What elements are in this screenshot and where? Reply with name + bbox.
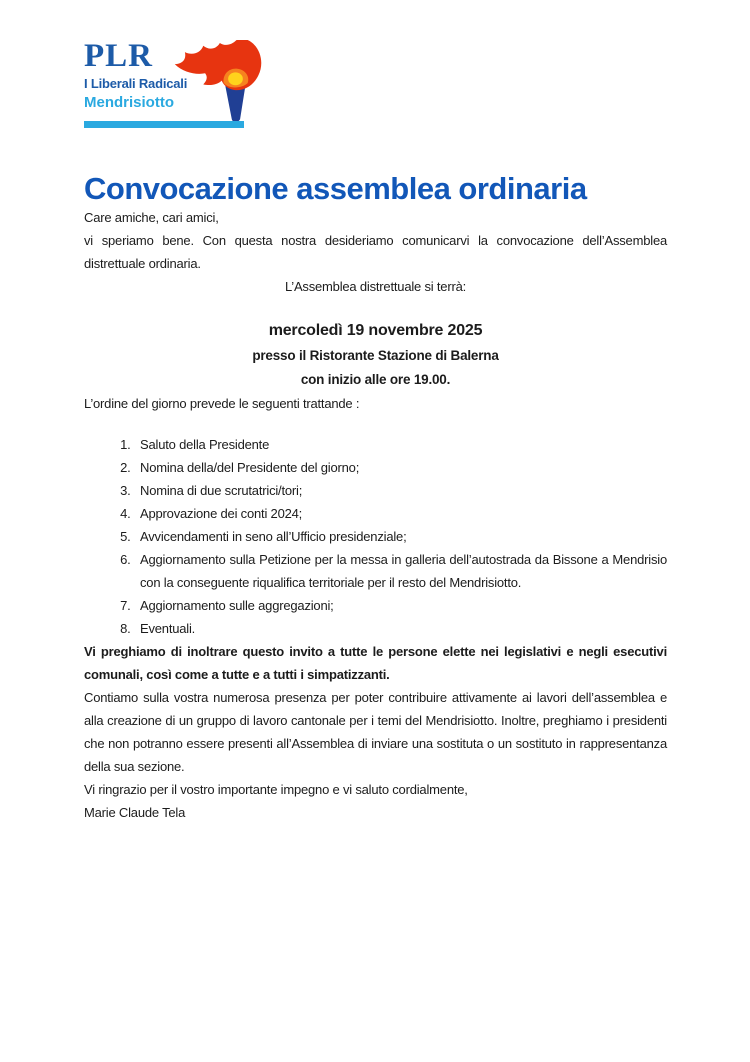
agenda-item-2: 2. Nomina della/del Presidente del giorno;	[134, 456, 667, 479]
agenda-item-1: 1. Saluto della Presidente	[134, 433, 667, 456]
agenda-item-4: 4. Approvazione dei conti 2024;	[134, 502, 667, 525]
signature-name: Marie Claude Tela	[84, 805, 186, 820]
intro-paragraph: vi speriamo bene. Con questa nostra desideriamo comunicarvi la convocazione dell’Assemblea distrettuale ordinaria.	[84, 233, 667, 271]
agenda-lead: L’ordine del giorno prevede le seguenti trattande :	[84, 396, 360, 411]
event-location: presso il Ristorante Stazione di Balerna	[252, 348, 499, 363]
logo-subtitle: I Liberali Radicali	[84, 76, 188, 91]
event-time: con inizio alle ore 19.00.	[300, 372, 451, 387]
closing-line: Vi ringrazio per il vostro importante impegno e vi saluto cordialmente,	[84, 782, 468, 797]
agenda-item-7: 7. Aggiornamento sulle aggregazioni;	[134, 594, 667, 617]
event-date: mercoledì 19 novembre 2025	[268, 322, 483, 339]
agenda-list	[84, 433, 667, 640]
page-title: Convocazione assemblea ordinaria	[84, 171, 587, 206]
agenda-item-6: 6. Aggiornamento sulla Petizione per la messa in galleria dell’autostrada da Bissone a Mendrisio con la conseguente riqualifica territoriale per il resto del Mendrisiotto.	[134, 548, 667, 594]
agenda-item-5: 5. Avvicendamenti in seno all’Ufficio presidenziale;	[134, 525, 667, 548]
forward-request-bold: Vi preghiamo di inoltrare questo invito a tutte le persone elette nei legislativi e negli esecutivi comunali, così come a tutte e a tutti i simpatizzanti.	[84, 644, 667, 682]
agenda-item-3: 3. Nomina di due scrutatrici/tori;	[134, 479, 667, 502]
attendance-paragraph: Contiamo sulla vostra numerosa presenza per poter contribuire attivamente ai lavori dell’assemblea e alla creazione di un gruppo di lavoro cantonale per i temi del Mendrisiotto. Inoltre, preghiamo i presidenti che non potranno essere presenti all’Assemblea di inviare una sostituta o un sostituto in rappresentanza della sua sezione.	[84, 690, 667, 774]
salutation: Care amiche, cari amici,	[84, 210, 219, 225]
announcement-lead: L’Assemblea distrettuale si terrà:	[284, 279, 467, 294]
logo-acronym: PLR	[84, 38, 153, 74]
letter-body	[84, 0, 667, 824]
event-details	[84, 318, 667, 392]
logo-region: Mendrisiotto	[84, 94, 174, 111]
agenda-item-8: 8. Eventuali.	[134, 617, 667, 640]
